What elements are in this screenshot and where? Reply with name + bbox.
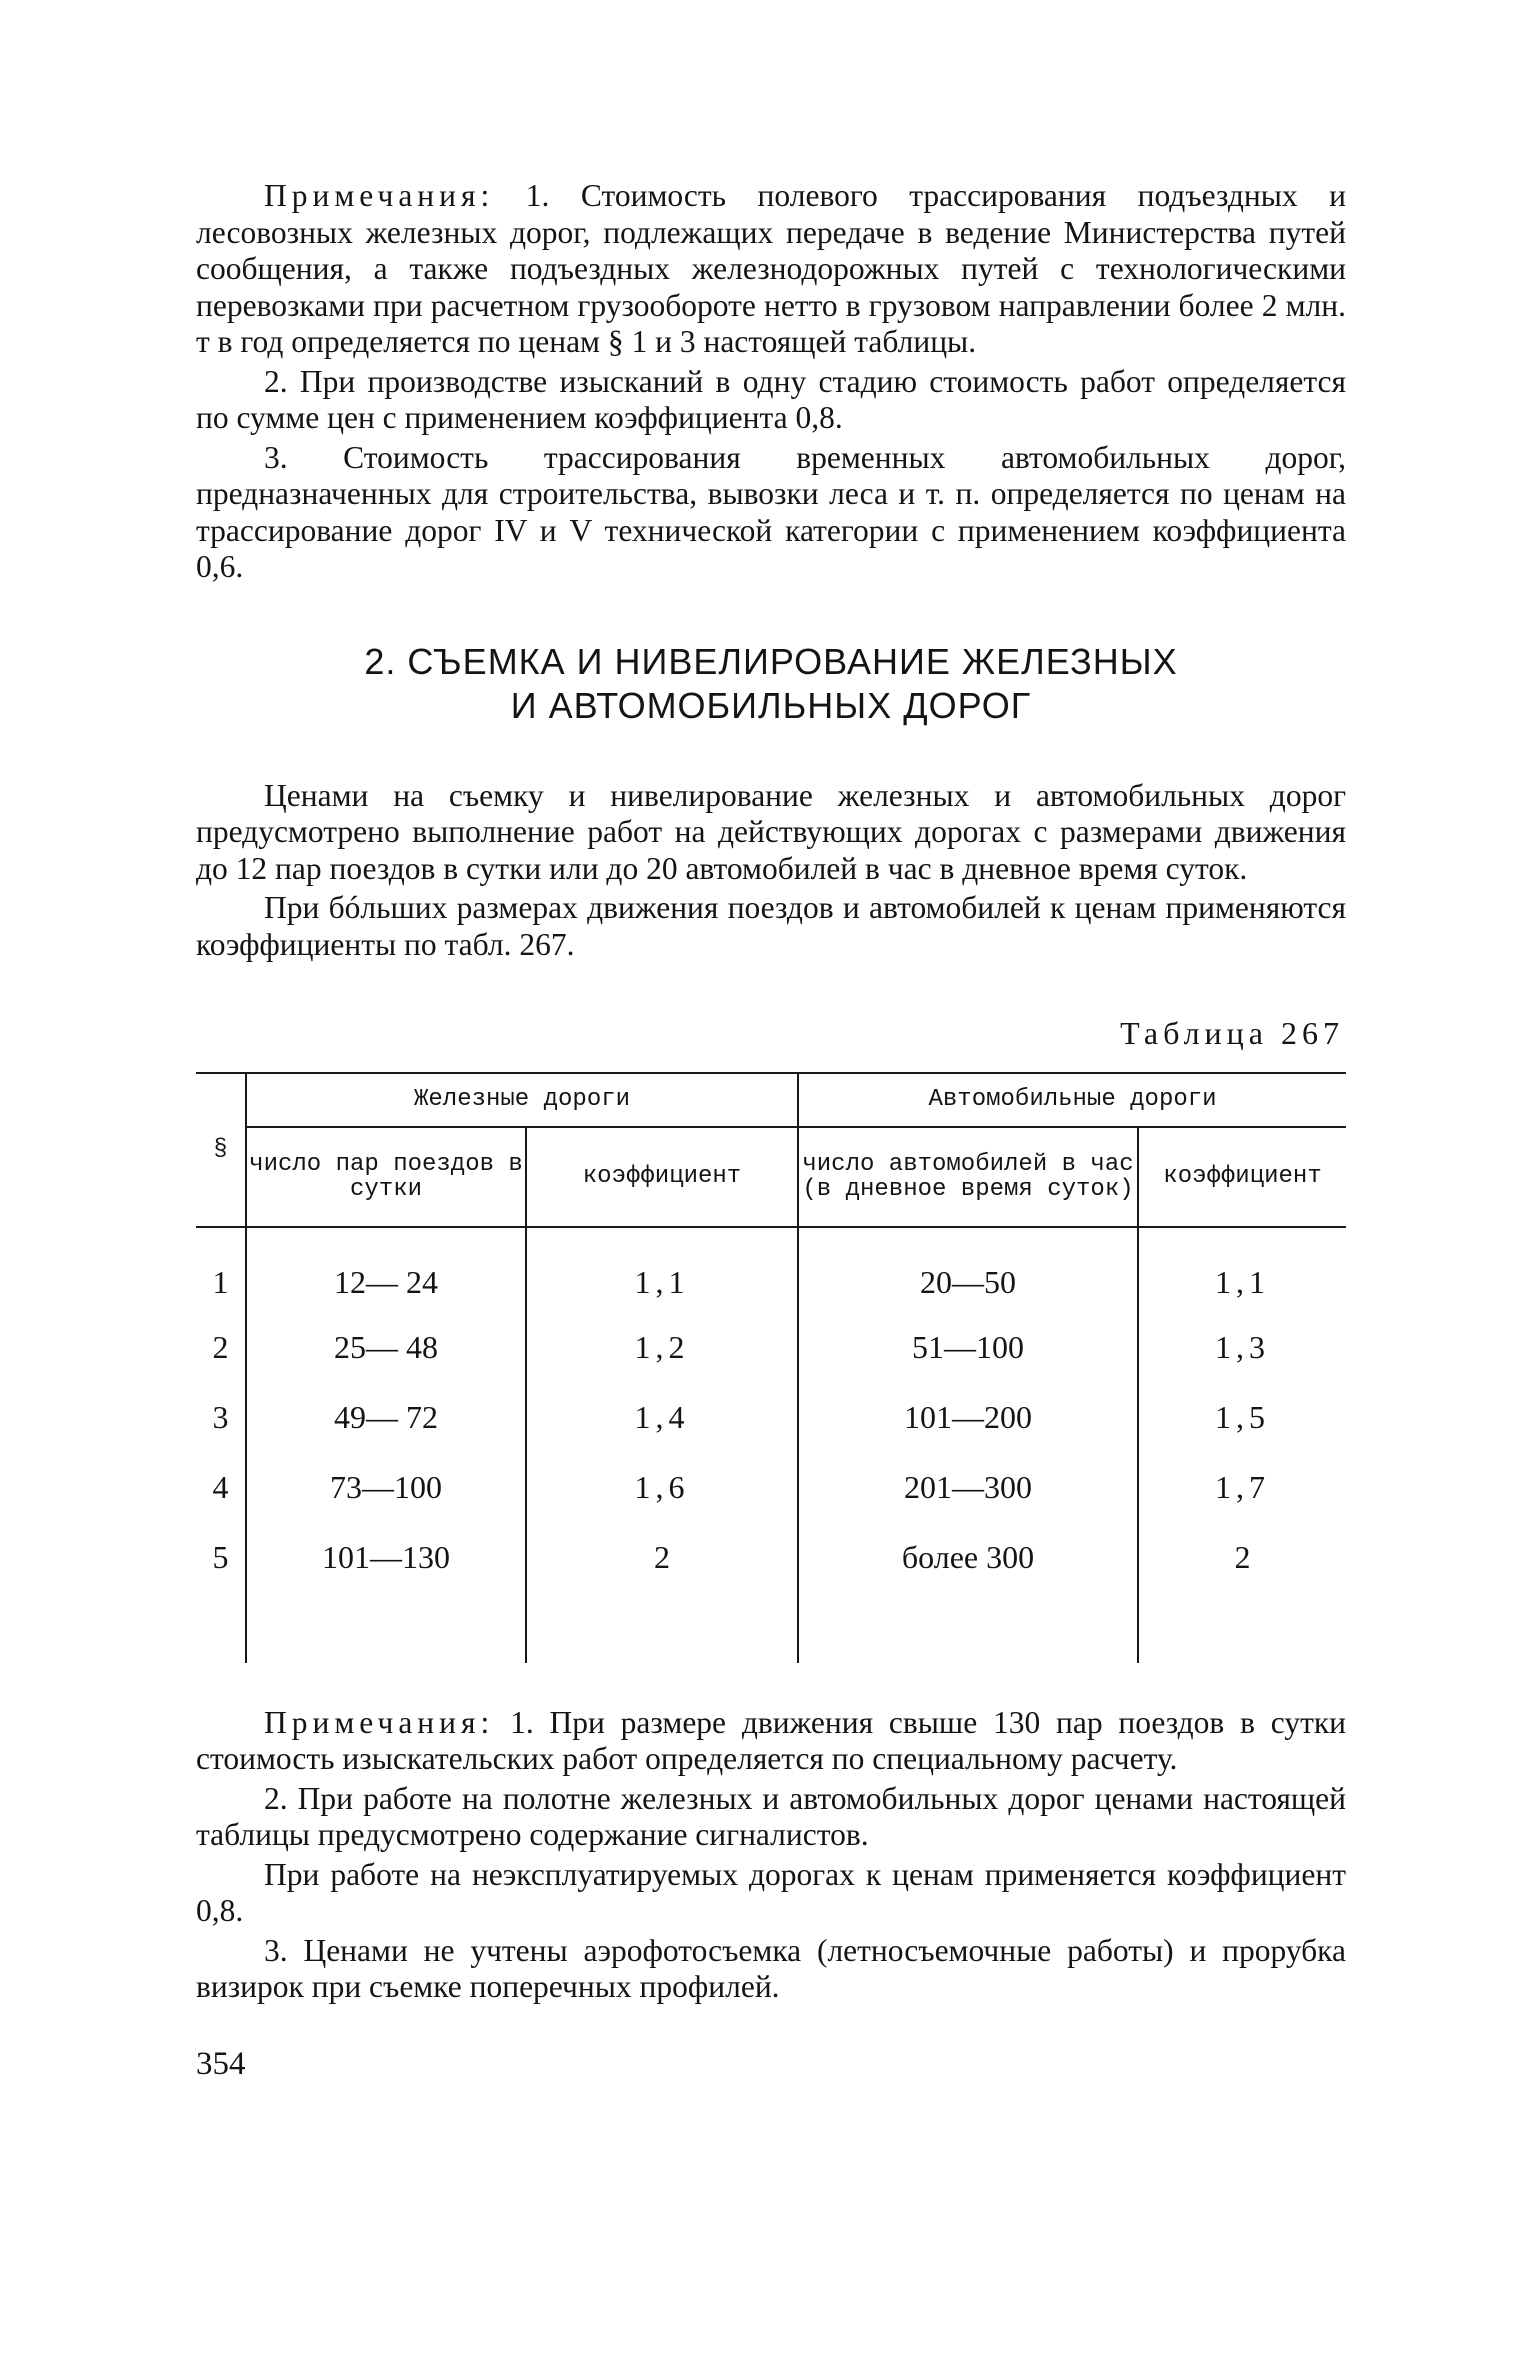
group-rail-header: Железные дороги	[246, 1073, 798, 1127]
auto-coef-value: 1,1	[1138, 1227, 1346, 1313]
table-row	[196, 1227, 1346, 1313]
notes-bottom-p2: 2. При работе на полотне железных и автомобильных дорог ценами настоящей таблицы предусмотрено содержание сигналистов.	[196, 1780, 1346, 1852]
table-row	[196, 1453, 1346, 1523]
trains-value: 12— 24	[246, 1227, 526, 1313]
trains-value: 49— 72	[246, 1383, 526, 1453]
table-spacer-row	[196, 1593, 1346, 1663]
notes-bottom-p3: При работе на неэксплуатируемых дорогах к ценам применяется коэффициент 0,8.	[196, 1856, 1346, 1928]
section-heading-line1: 2. СЪЕМКА И НИВЕЛИРОВАНИЕ ЖЕЛЕЗНЫХ	[364, 640, 1178, 682]
cars-value: 101—200	[798, 1383, 1138, 1453]
col-trains-header: число пар поездов в сутки	[246, 1127, 526, 1227]
rail-coef-value: 2	[526, 1523, 798, 1593]
row-number: 2	[212, 1329, 229, 1366]
group-auto-header: Автомобильные дороги	[798, 1073, 1346, 1127]
rail-coef-value: 1,1	[526, 1227, 798, 1313]
notes-top-p1: Примечания: 1. Стоимость полевого трассирования подъездных и лесовозных железных дорог, подлежащих передаче в ведение Министерства путей сообщения, а также подъездных железнодорожных путей с технологическими перевозками при расчетном грузообороте нетто в грузовом направлении более 2 млн. т в год определяется по ценам § 1 и 3 настоящей таблицы.	[196, 178, 1347, 359]
section-heading-line2: И АВТОМОБИЛЬНЫХ ДОРОГ	[510, 684, 1032, 726]
rail-coef-value: 1,6	[526, 1453, 798, 1523]
auto-coef-value: 2	[1138, 1523, 1346, 1593]
table-row	[196, 1313, 1346, 1383]
table-row	[196, 1383, 1346, 1453]
section-intro-p2: При бóльших размерах движения поездов и автомобилей к ценам применяются коэффициенты по табл. 267.	[196, 890, 1346, 962]
coefficient-table	[196, 1072, 1346, 1663]
notes-bottom-p1: Примечания: 1. При размере движения свыше 130 пар поездов в сутки стоимость изыскательских работ определяется по специальному расчету.	[196, 1704, 1347, 1776]
page-number: 354	[196, 2045, 246, 2082]
col-cars-header: число автомобилей в час (в дневное время суток)	[798, 1127, 1138, 1227]
auto-coef-value: 1,3	[1138, 1313, 1346, 1383]
cars-value: 20—50	[798, 1227, 1138, 1313]
section-intro-p1: Ценами на съемку и нивелирование железных и автомобильных дорог предусмотрено выполнение работ на действующих дорогах с размерами движения до 12 пар поездов в сутки или до 20 автомобилей в час в дневное время суток.	[196, 777, 1346, 886]
row-number: 4	[212, 1469, 229, 1506]
rail-coef-value: 1,4	[526, 1383, 798, 1453]
notes-top-p3: 3. Стоимость трассирования временных автомобильных дорог, предназначенных для строительства, вывозки леса и т. п. определяется по ценам на трассирование дорог IV и V технической категории с применением коэффициента 0,6.	[196, 439, 1346, 584]
col-rail-coef-header: коэффициент	[526, 1127, 798, 1227]
row-number: 5	[212, 1539, 229, 1576]
cars-value: более 300	[798, 1523, 1138, 1593]
col-section-header: §	[213, 1136, 228, 1163]
notes-label: Примечания:	[264, 1704, 495, 1740]
rail-coef-value: 1,2	[526, 1313, 798, 1383]
auto-coef-value: 1,5	[1138, 1383, 1346, 1453]
notes-top-p2: 2. При производстве изысканий в одну стадию стоимость работ определяется по сумме цен с применением коэффициента 0,8.	[196, 363, 1346, 435]
trains-value: 25— 48	[246, 1313, 526, 1383]
cars-value: 201—300	[798, 1453, 1138, 1523]
notes-bottom-p4: 3. Ценами не учтены аэрофотосъемка (летносъемочные работы) и прорубка визирок при съемке поперечных профилей.	[196, 1932, 1346, 2004]
row-number: 3	[212, 1399, 229, 1436]
auto-coef-value: 1,7	[1138, 1453, 1346, 1523]
document-page	[196, 178, 1346, 2082]
trains-value: 73—100	[246, 1453, 526, 1523]
trains-value: 101—130	[246, 1523, 526, 1593]
table-row	[196, 1523, 1346, 1593]
notes-label: Примечания:	[264, 178, 495, 213]
cars-value: 51—100	[798, 1313, 1138, 1383]
col-auto-coef-header: коэффициент	[1138, 1127, 1346, 1227]
row-number: 1	[212, 1264, 229, 1300]
table-caption: Таблица 267	[1120, 1015, 1344, 1051]
